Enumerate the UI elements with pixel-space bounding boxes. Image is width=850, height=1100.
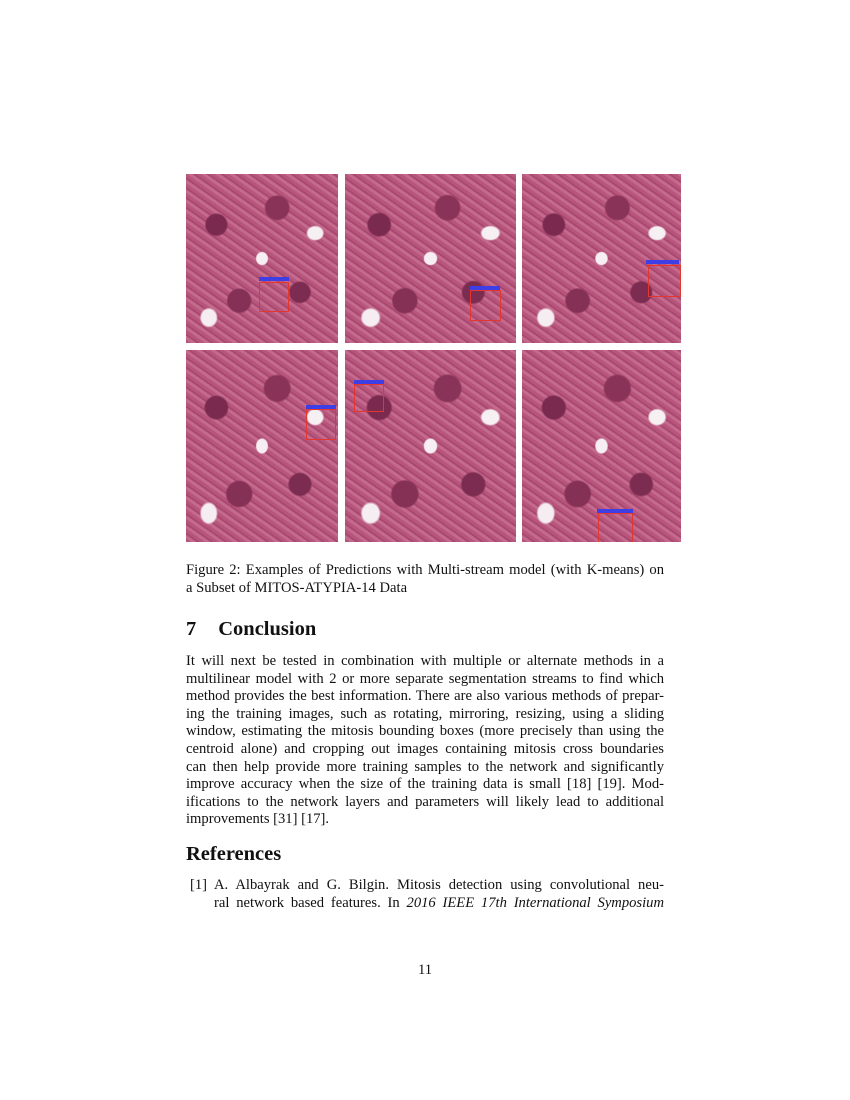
paragraph-line: improve accuracy when the size of the training data is small [18] [19]. Mod- bbox=[186, 776, 664, 793]
paragraph-line: method provides the best information. There are also various methods of prepar- bbox=[186, 688, 664, 705]
paragraph-line: can then help provide more training samples to the network and significantly bbox=[186, 758, 664, 775]
reference-number: [1] bbox=[190, 877, 208, 893]
paragraph-line: ifications to the network layers and parameters will likely lead to additional bbox=[186, 793, 664, 810]
prediction-box bbox=[470, 290, 501, 321]
paragraph-line: improvements [31] [17]. bbox=[186, 811, 330, 828]
reference-venue: 2016 IEEE 17th International Symposium bbox=[406, 894, 665, 911]
prediction-label bbox=[259, 277, 289, 281]
histology-image-2 bbox=[345, 174, 516, 343]
prediction-box bbox=[598, 513, 633, 542]
page-number: 11 bbox=[417, 962, 433, 978]
histology-image-5 bbox=[345, 350, 516, 542]
caption-line: Figure 2: Examples of Predictions with Multi-stream model (with K-means) on bbox=[186, 562, 664, 578]
prediction-box bbox=[648, 265, 681, 297]
section-heading bbox=[186, 618, 316, 641]
histology-image-3 bbox=[522, 174, 681, 343]
reference-line: A. Albayrak and G. Bilgin. Mitosis detection using convolutional neu- bbox=[214, 877, 664, 893]
histology-image-6 bbox=[522, 350, 681, 542]
prediction-box bbox=[306, 409, 336, 440]
reference-line bbox=[214, 895, 664, 913]
prediction-box bbox=[354, 384, 384, 412]
figure-caption bbox=[186, 562, 664, 597]
histology-image-1 bbox=[186, 174, 338, 343]
reference-text: ral network based features. In bbox=[214, 894, 407, 911]
paragraph-line: window, estimating the mitosis bounding boxes (more precisely than using the bbox=[186, 723, 664, 740]
section-number: 7 bbox=[186, 618, 197, 640]
paragraph-line: It will next be tested in combination with multiple or alternate methods in a bbox=[186, 653, 664, 669]
prediction-box bbox=[259, 282, 289, 312]
conclusion-paragraph bbox=[186, 653, 664, 829]
paragraph-line: centroid alone) and cropping out images containing mitosis cross boundaries bbox=[186, 740, 664, 757]
prediction-label bbox=[646, 260, 679, 264]
caption-line: a Subset of MITOS-ATYPIA-14 Data bbox=[186, 579, 408, 596]
reference-item bbox=[190, 877, 664, 912]
references-heading: References bbox=[186, 843, 282, 865]
paragraph-line: ing the training images, such as rotating, mirroring, resizing, using a sliding bbox=[186, 705, 664, 722]
paragraph-line: multilinear model with 2 or more separate segmentation streams to find which bbox=[186, 670, 664, 687]
section-title: Conclusion bbox=[218, 618, 317, 640]
histology-image-4 bbox=[186, 350, 338, 542]
